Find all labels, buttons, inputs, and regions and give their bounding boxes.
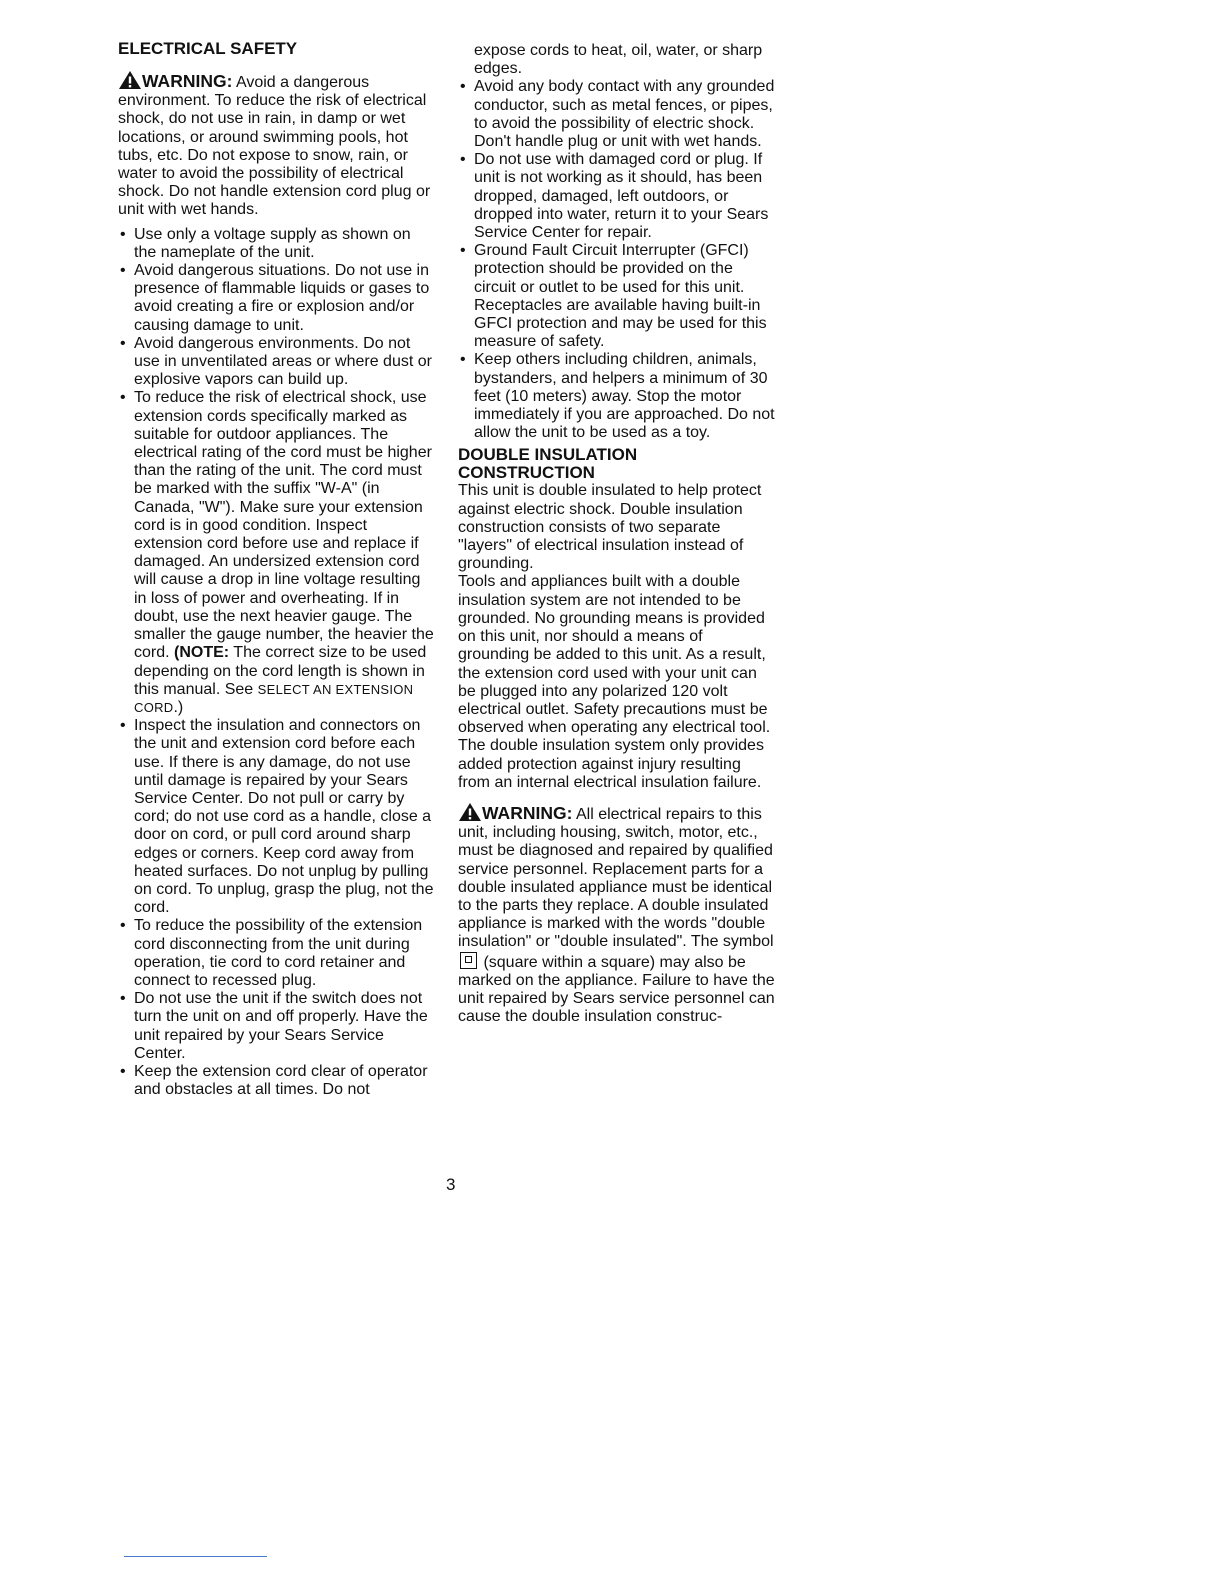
list-item: • Do not use the unit if the switch does not turn the unit on and off properly. Have the unit repaired by your Sears Service Center. [118,990,434,1063]
section-heading-electrical-safety: ELECTRICAL SAFETY [118,39,298,58]
double-square-icon [460,952,477,969]
double-insulation-paragraph: Tools and appliances built with a double insulation system are not intended to be grounded. No grounding means is provided on this unit, nor should a means of grounding be added to this unit. As a result, the extension cord used with your unit can be plugged into any polarized 120 volt electrical outlet. Safety precautions must be observed when operating any electrical tool. The double insulation system only provides added protection against injury resulting from an internal electrical insulation failure. [458,573,771,791]
list-item: • Inspect the insulation and connectors on the unit and extension cord before each use. If there is any damage, do not use until damage is repaired by your Sears Service Center. Do not pull or carry by cord; do not use cord as a handle, close a door on cord, or pull cord around sharp edges or corners. Keep cord away from heated surfaces. Do not unplug by pulling on cord. To unplug, grasp the plug, not the cord. [118,717,434,917]
left-column [118,40,434,1099]
warning-label: WARNING: [482,802,573,823]
list-item: • Keep others including children, animals, bystanders, and helpers a minimum of 30 feet (10 meters) away. Stop the motor immediately if you are approached. Do not allow the unit to be used as a toy. [458,351,776,442]
list-item: • To reduce the possibility of the extension cord disconnecting from the unit during operation, tie cord to cord retainer and connect to recessed plug. [118,917,434,990]
list-item: • Use only a voltage supply as shown on the nameplate of the unit. [118,226,434,262]
list-item: • Do not use with damaged cord or plug. If unit is not working as it should, has been dropped, damaged, left outdoors, or dropped into water, return it to your Sears Service Center for repair. [458,151,776,242]
warning-text-continued: (square within a square) may also be marked on the appliance. Failure to have the unit repaired by Sears service personnel can cause the double insulation construc- [458,953,775,1026]
warning-label: WARNING: [142,71,233,91]
list-item: • Avoid dangerous situations. Do not use in presence of flammable liquids or gases to avoid creating a fire or explosion and/or causing damage to unit. [118,262,434,335]
list-item: • Avoid dangerous environments. Do not use in unventilated areas or where dust or explosive vapors can build up. [118,335,434,390]
section-heading-double-insulation: DOUBLE INSULATION CONSTRUCTION [458,445,638,483]
list-item: • Ground Fault Circuit Interrupter (GFCI) protection should be provided on the circuit or outlet to be used for this unit. Receptacles are available having built-in GFCI protection and may be used for this measure of safety. [458,242,776,351]
note-text [134,644,426,716]
continuation-text: expose cords to heat, oil, water, or sharp edges. [474,42,763,78]
warning-text: All electrical repairs to this unit, including housing, switch, motor, etc., must be diagnosed and repaired by qualified service personnel. Replacement parts for a double insulated appliance must be identical to the parts they replace. A double insulated appliance is marked with the words "double insulation" or "double insulated". The symbol [458,805,774,951]
list-item: • Keep the extension cord clear of operator and obstacles at all times. Do not [118,1063,434,1099]
list-item [118,389,434,717]
note-label: NOTE: [179,644,230,662]
note-open: ( [174,644,180,662]
warning-triangle-icon [458,802,482,822]
right-column [458,42,776,1026]
warning-paragraph [118,70,434,220]
list-item: • Avoid any body contact with any grounded conductor, such as metal fences, or pipes, to avoid the possibility of electric shock. Don't handle plug or unit with wet hands. [458,78,776,151]
warning-paragraph-repairs [458,802,776,1026]
extension-cord-text: To reduce the risk of electrical shock, use extension cords specifically marked as suitable for outdoor appliances. The electrical rating of the cord must be higher than the rating of the unit. The cord must be marked with the suffix "W-A" (in Canada, "W"). Make sure your extension cord is in good condition. Inspect extension cord before use and replace if damaged. An undersized extension cord will cause a drop in line voltage resulting in loss of power and overheating. If in doubt, use the next heavier gauge. The smaller the gauge number, the heavier the cord. [134,389,434,662]
double-insulation-paragraph: This unit is double insulated to help protect against electric shock. Double insulation construction consists of two separate "layers" of electrical insulation instead of grounding. [458,482,762,573]
footer-rule [124,1556,267,1557]
warning-text: Avoid a dangerous environment. To reduce the risk of electrical shock, do not use in rain, in damp or wet locations, or around swimming pools, hot tubs, etc. Do not expose to snow, rain, or water to avoid the possibility of electrical shock. Do not handle extension cord plug or unit with wet hands. [118,74,431,219]
safety-bullet-list [118,226,434,1100]
safety-bullet-list-continued [458,78,776,442]
page-number: 3 [446,1175,456,1194]
warning-triangle-icon [118,70,142,90]
note-body: The correct size to be used depending on the cord length is shown in this manual. See [134,644,427,698]
note-close: .) [173,698,184,716]
note-reference: SELECT AN EXTENSION CORD [134,681,414,715]
